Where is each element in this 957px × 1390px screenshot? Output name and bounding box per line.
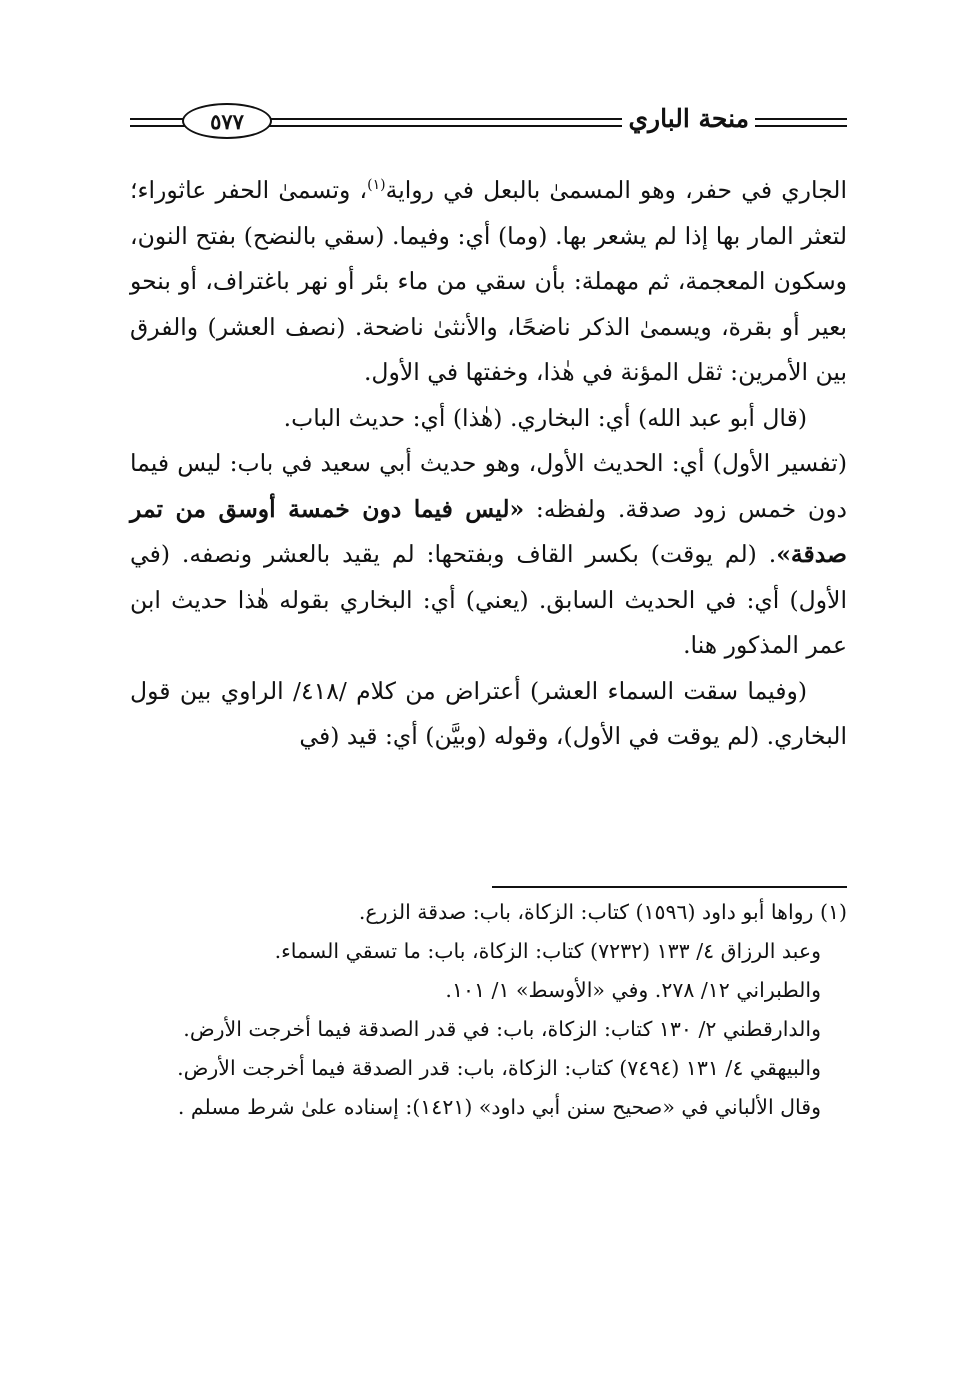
- footnote-line: وعبد الرزاق ٤/ ١٣٣ (٧٢٣٢) كتاب: الزكاة، باب: ما تسقي السماء.: [274, 939, 821, 963]
- hadith-quote: «ليس فيما دون خمسة أوسق من تمر صدقة»: [130, 494, 847, 568]
- footnote-line: والدارقطني ٢/ ١٣٠ كتاب: الزكاة، باب: في قدر الصدقة فيما أخرجت الأرض.: [183, 1017, 821, 1041]
- footnote-reference: (١): [367, 177, 386, 194]
- text-segment: (تفسير الأول) أي: الحديث الأول، وهو حديث أبي سعيد في باب: ليس فيما دون خمس زود صدقة. ولفظه:: [130, 449, 847, 523]
- paragraph: [130, 168, 847, 396]
- page-number: ٥٧٧: [210, 108, 244, 134]
- paragraph: [130, 441, 847, 669]
- footnote: (١) رواها أبو داود (١٥٩٦) كتاب: الزكاة، باب: صدقة الزرع.: [358, 900, 847, 924]
- footnote-line: وقال الألباني في «صحيح سنن أبي داود» (١٤٢١): إسناده علىٰ شرط مسلم .: [177, 1095, 821, 1119]
- text-segment: الجاري في حفر، وهو المسمىٰ بالبعل في رواية: [385, 176, 847, 204]
- paragraph: (وفيما سقت السماء العشر) أعتراض من كلام /٤١٨/ الراوي بين قول البخاري. (لم يوقت في الأول)، وقوله (وبيَّن) أي: قيد (في: [130, 676, 847, 750]
- footnote-line: والطبراني ١٢/ ٢٧٨. وفي «الأوسط» ١/ ١٠١.: [445, 978, 821, 1002]
- footnote-line: والبيهقي ٤/ ١٣١ (٧٤٩٤) كتاب: الزكاة، باب: قدر الصدقة فيما أخرجت الأرض.: [177, 1056, 821, 1080]
- footnote-separator: [492, 886, 847, 888]
- book-title: منحة الباري: [622, 104, 755, 133]
- page-header: [130, 96, 847, 148]
- paragraph: (قال أبو عبد الله) أي: البخاري. (هٰذا) أي: حديث الباب.: [283, 403, 807, 432]
- footnotes: [130, 893, 847, 1127]
- text-segment: . (لم يوقت) بكسر القاف وبفتحها: لم يقيد بالعشر ونصفه. (في الأول) أي: في الحديث السابق. (يعني) أي: البخاري بقوله هٰذا حديث ابن عمر المذكور هنا.: [130, 540, 847, 659]
- page-number-badge: [182, 103, 272, 139]
- text-segment: ، وتسمىٰ الحفر عاثوراء؛ لتعثر المار بها إذا لم يشعر بها. (وما) أي: وفيما. (سقي بالنضح) بفتح النون، وسكون المعجمة، ثم مهملة: بأن سقي من ماء بئر أو نهر باغتراف، أو بنحو بعير أو بقرة، ويسمىٰ الذكر ناضحًا، والأنثىٰ ناضحة. (نصف العشر) والفرق بين الأمرين: ثقل المؤنة في هٰذا، وخفتها في الأول.: [130, 176, 847, 386]
- main-text: [130, 168, 847, 760]
